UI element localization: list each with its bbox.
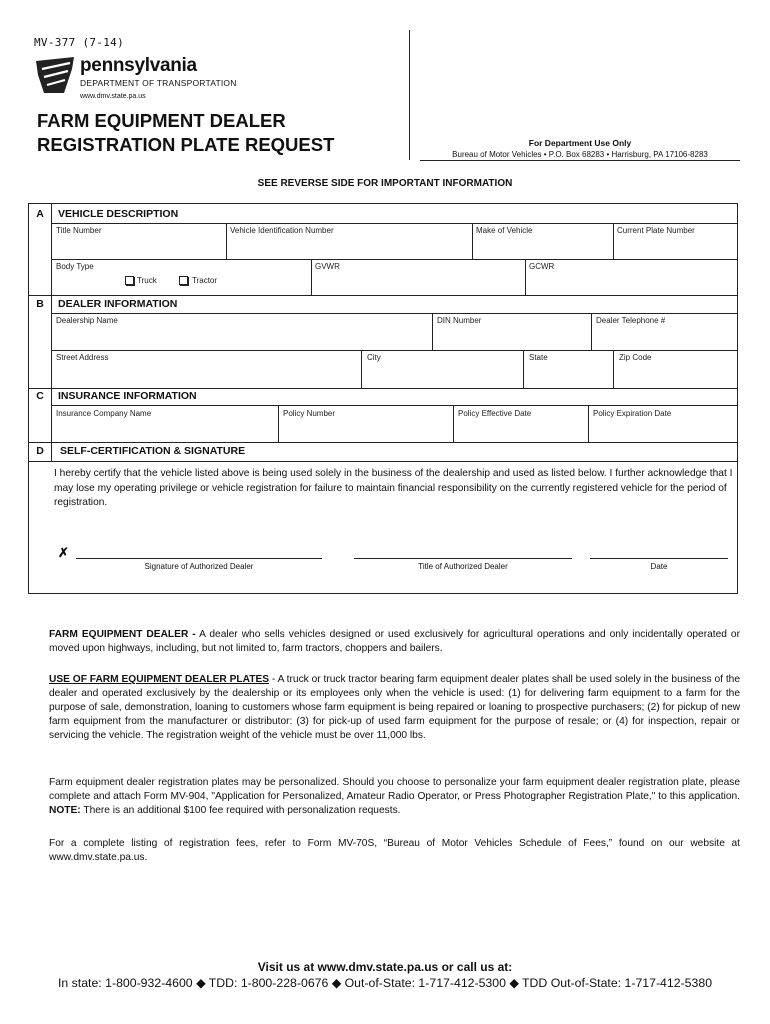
zip-code-field[interactable] xyxy=(613,350,738,388)
policy-expiration-date-label: Policy Expiration Date xyxy=(593,409,672,418)
farm-dealer-text: A dealer who sells vehicles designed or used exclusively for agricultural operations and only incidentally operated or moved upon highways, including, but not limited to, farm tractors, choppers and bailers. xyxy=(49,629,740,654)
section-a-letter: A xyxy=(36,208,44,220)
state-label: State xyxy=(529,353,548,362)
header-divider xyxy=(409,30,410,160)
section-d-title: SELF-CERTIFICATION & SIGNATURE xyxy=(60,445,246,457)
see-reverse-notice: SEE REVERSE SIDE FOR IMPORTANT INFORMATION xyxy=(257,178,513,189)
form-box xyxy=(28,203,738,594)
din-field[interactable] xyxy=(432,313,591,350)
gcwr-field[interactable] xyxy=(525,259,738,295)
vin-label: Vehicle Identification Number xyxy=(230,226,334,235)
logo-department: DEPARTMENT OF TRANSPORTATION xyxy=(80,78,237,88)
section-b-title: DEALER INFORMATION xyxy=(58,298,178,310)
tractor-checkbox[interactable] xyxy=(179,276,188,285)
policy-number-label: Policy Number xyxy=(283,409,336,418)
truck-checkbox[interactable] xyxy=(125,276,134,285)
note-text: There is an additional $100 fee required with personalization requests. xyxy=(80,805,401,816)
certification-text: I hereby certify that the vehicle listed above is being used solely in the business of the dealership and used as listed below. I further acknowledge that I may lose my operating privilege or vehicle registration for failure to maintain financial responsibility on the currently registered vehicle for the period of registration. xyxy=(54,468,733,508)
truck-label: Truck xyxy=(137,276,157,285)
city-label: City xyxy=(367,353,381,362)
section-b-letter: B xyxy=(36,298,44,310)
date-line[interactable] xyxy=(590,558,728,559)
policy-effective-date-label: Policy Effective Date xyxy=(458,409,532,418)
section-c-title: INSURANCE INFORMATION xyxy=(58,390,197,402)
street-address-label: Street Address xyxy=(56,353,109,362)
section-c-letter: C xyxy=(36,390,44,402)
dealership-name-field[interactable] xyxy=(51,313,432,350)
dealership-name-label: Dealership Name xyxy=(56,316,118,325)
personalization-text: Farm equipment dealer registration plates may be personalized. Should you choose to personalize your farm equipment dealer registration plate, please complete and attach Form MV-904, "Application for Personalized, Amateur Radio Operator, or Press Photographer Registration Plate," to this application. xyxy=(49,777,740,802)
city-field[interactable] xyxy=(361,350,523,388)
title-label: Title of Authorized Dealer xyxy=(418,562,508,571)
signature-label: Signature of Authorized Dealer xyxy=(144,562,254,571)
department-use-rule xyxy=(420,160,740,161)
body-type-label: Body Type xyxy=(56,262,94,271)
title-line[interactable] xyxy=(354,558,572,559)
make-field[interactable] xyxy=(472,223,613,259)
signature-line[interactable] xyxy=(76,558,322,559)
logo-url: www.dmv.state.pa.us xyxy=(80,93,146,100)
signature-x-mark: ✗ xyxy=(58,545,69,560)
insurance-company-label: Insurance Company Name xyxy=(56,409,152,418)
farm-dealer-definition xyxy=(49,628,740,656)
street-address-field[interactable] xyxy=(51,350,361,388)
keystone-logo-icon xyxy=(34,55,76,95)
title-number-label: Title Number xyxy=(56,226,102,235)
section-a-title: VEHICLE DESCRIPTION xyxy=(58,208,179,220)
dealer-telephone-label: Dealer Telephone # xyxy=(596,316,666,325)
policy-expiration-date-field[interactable] xyxy=(588,405,738,442)
zip-code-label: Zip Code xyxy=(619,353,652,362)
insurance-company-field[interactable] xyxy=(51,405,278,442)
policy-effective-date-field[interactable] xyxy=(453,405,588,442)
fees-paragraph: For a complete listing of registration fees, refer to Form MV-70S, “Bureau of Motor Vehicles Schedule of Fees,” found on our website at www.dmv.state.pa.us. xyxy=(49,838,740,863)
section-rule xyxy=(29,295,738,296)
section-rule xyxy=(29,388,738,389)
gvwr-label: GVWR xyxy=(315,262,340,271)
form-title-line1: FARM EQUIPMENT DEALER xyxy=(37,110,286,131)
farm-dealer-heading: FARM EQUIPMENT DEALER - xyxy=(49,629,196,640)
logo-name: pennsylvania xyxy=(80,55,197,76)
note-label: NOTE: xyxy=(49,805,81,816)
department-address: Bureau of Motor Vehicles • P.O. Box 68283 • Harrisburg, PA 17106-8283 xyxy=(452,150,708,159)
contact-numbers: In state: 1-800-932-4600 ◆ TDD: 1-800-228-0676 ◆ Out-of-State: 1-717-412-5300 ◆ TDD Out-of-State: 1-717-412-5380 xyxy=(57,976,713,990)
make-label: Make of Vehicle xyxy=(476,226,533,235)
form-title-line2: REGISTRATION PLATE REQUEST xyxy=(37,134,335,155)
vin-field[interactable] xyxy=(226,223,472,259)
department-use-label: For Department Use Only xyxy=(528,138,632,148)
policy-number-field[interactable] xyxy=(278,405,453,442)
gvwr-field[interactable] xyxy=(311,259,525,295)
visit-us: Visit us at www.dmv.state.pa.us or call us at: xyxy=(257,960,513,974)
section-rule xyxy=(29,442,738,443)
din-label: DIN Number xyxy=(437,316,482,325)
body-type-field xyxy=(51,259,311,295)
current-plate-field[interactable] xyxy=(613,223,738,259)
title-number-field[interactable] xyxy=(51,223,226,259)
section-d-letter: D xyxy=(36,445,44,457)
plate-use-text: - A truck or truck tractor bearing farm equipment dealer plates shall be used solely in the business of the dealer and operated exclusively by the dealership or its employees only when the vehicle is used: (1) for delivering farm equipment to a farm for the purpose of sale, demonstration, loaning to customers whose farm equipment is being repaired or loaning to prospective purchasers; (2) for pickup of new farm equipment from the manufacturer or distributor: (3) for pick-up of used farm equipment for the purpose of resale; or (4) for inspection, repair or servicing the vehicle. The registration weight of the vehicle must be over 11,000 lbs. xyxy=(49,674,740,741)
personalization-paragraph xyxy=(49,776,740,818)
form-number: MV-377 (7-14) xyxy=(34,36,124,49)
tractor-label: Tractor xyxy=(192,276,218,285)
dealer-telephone-field[interactable] xyxy=(591,313,738,350)
gcwr-label: GCWR xyxy=(529,262,555,271)
date-label: Date xyxy=(650,562,668,571)
plate-use-paragraph xyxy=(49,673,740,743)
plate-use-heading: USE OF FARM EQUIPMENT DEALER PLATES xyxy=(49,674,270,685)
section-d-rule xyxy=(29,461,738,462)
current-plate-label: Current Plate Number xyxy=(617,226,695,235)
state-field[interactable] xyxy=(523,350,613,388)
